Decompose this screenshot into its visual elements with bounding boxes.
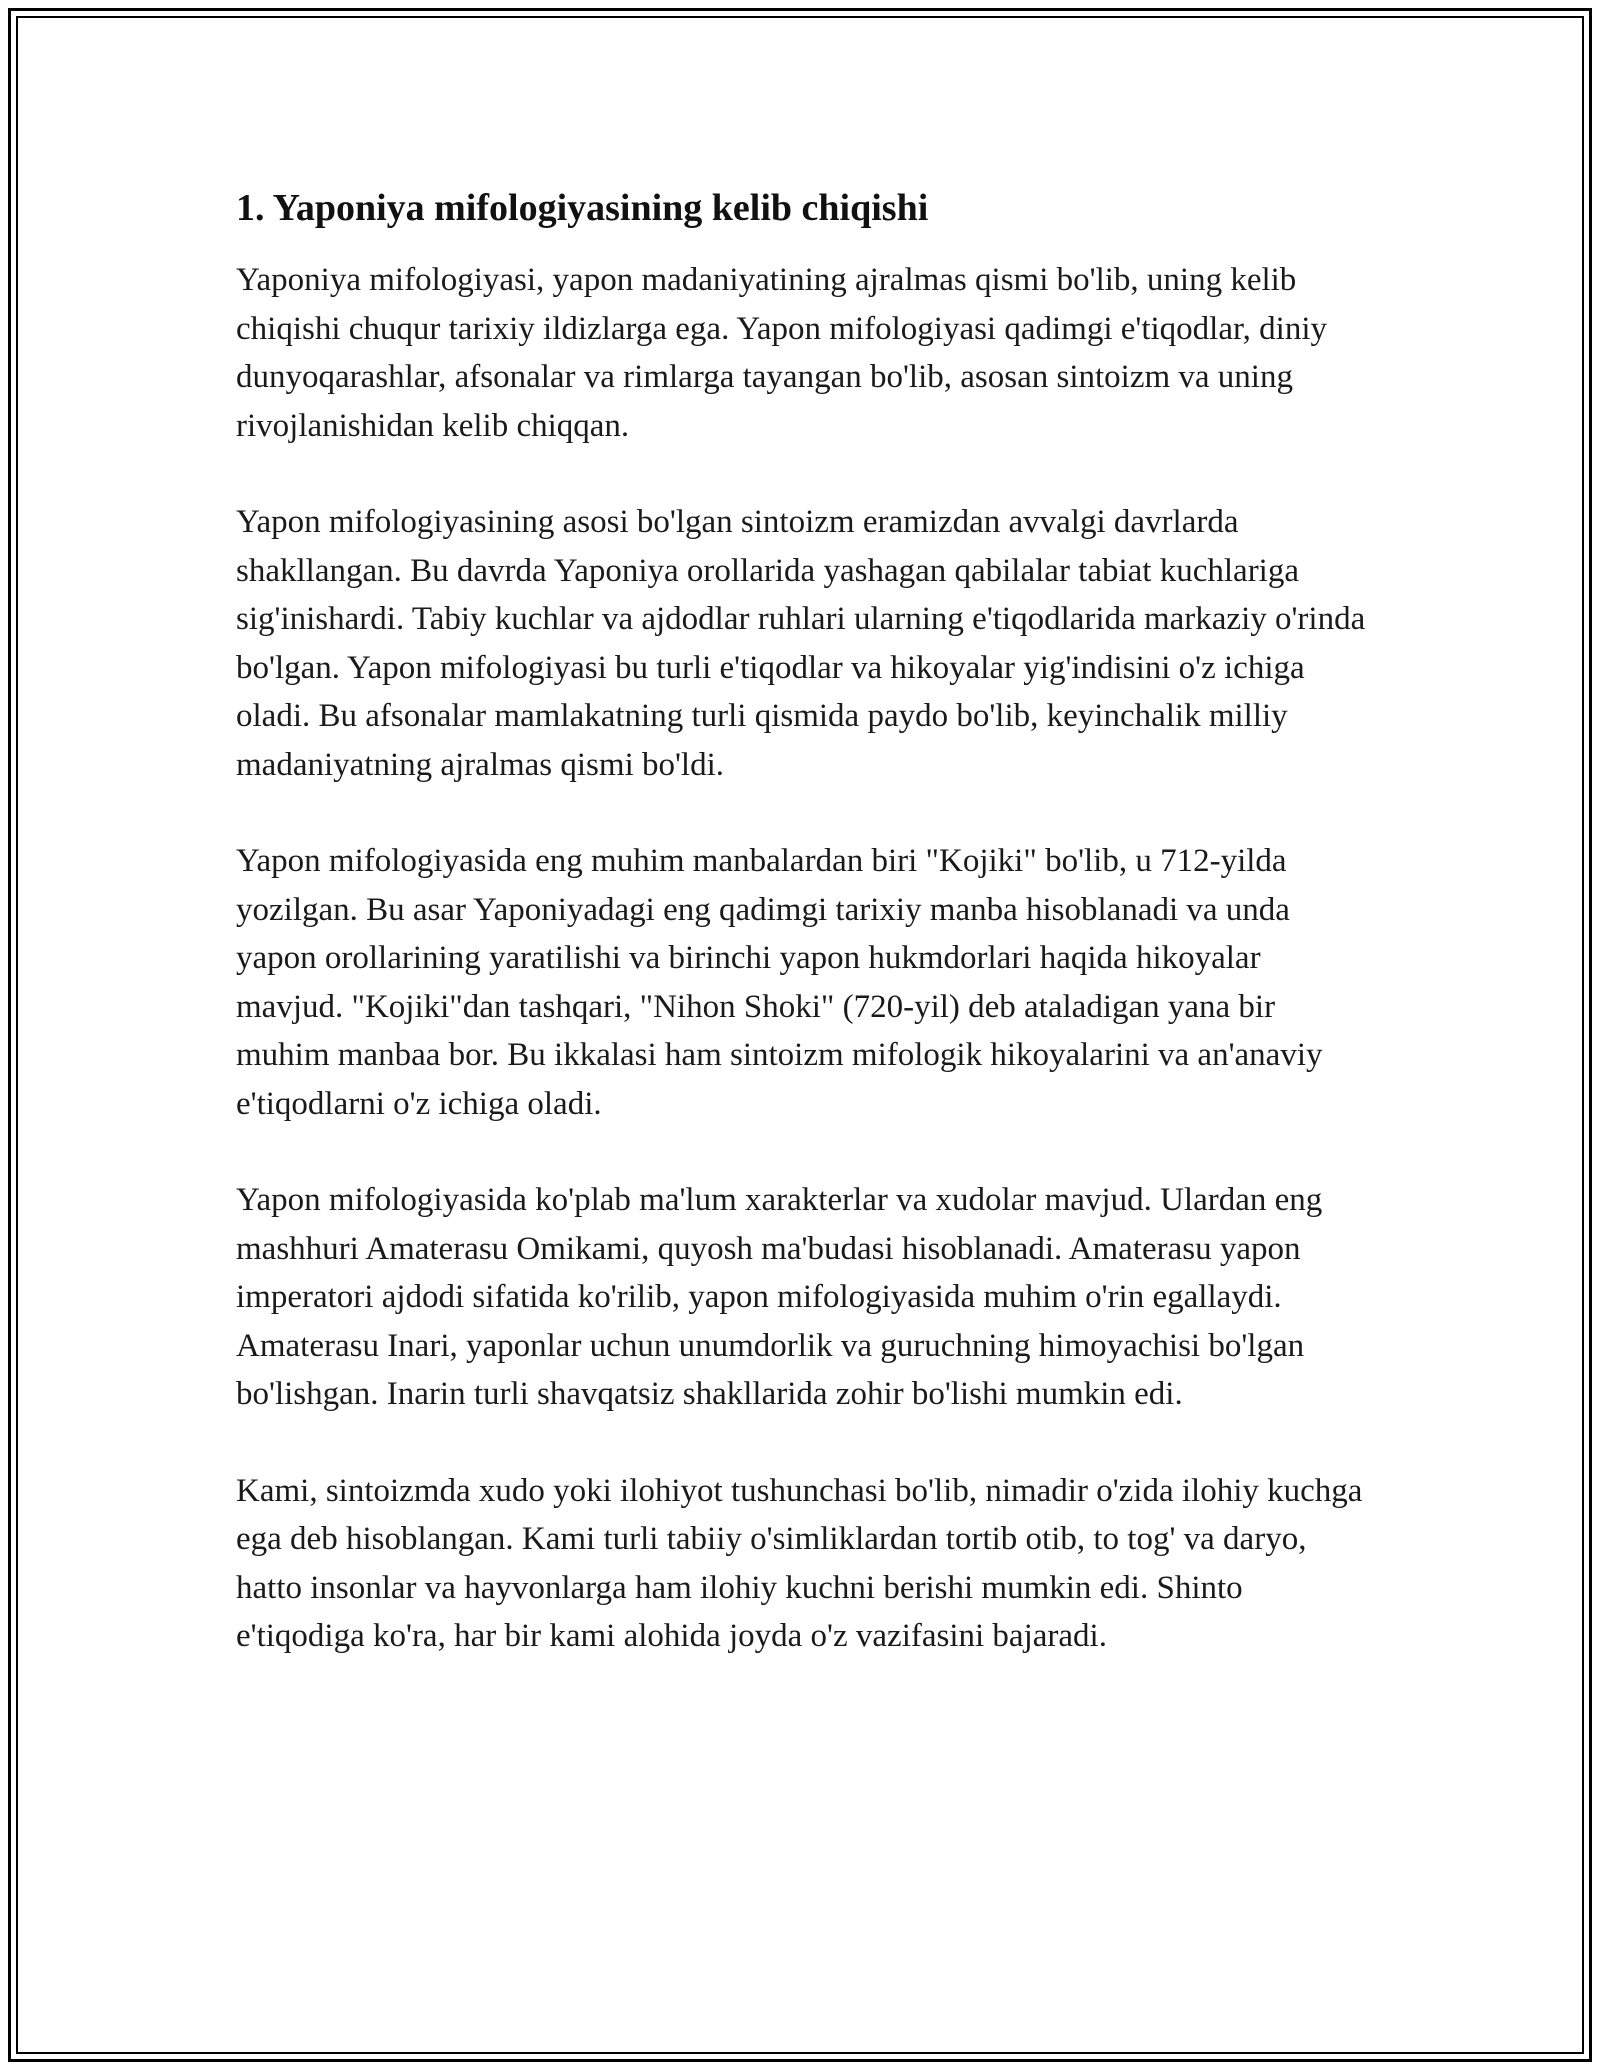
section-heading: 1. Yaponiya mifologiyasining kelib chiqishi bbox=[236, 187, 929, 229]
paragraph-shintoism: Yapon mifologiyasining asosi bo'lgan sintoizm eramizdan avvalgi davrlarda shakllangan. Bu davrda Yaponiya orollarida yashagan qabilalar tabiat kuchlariga sig'inishardi. Tabiy kuchlar va ajdodlar ruhlari ularning e'tiqodlarida markaziy o'rinda bo'lgan. Yapon mifologiyasi bu turli e'tiqodlar va hikoyalar yig'indisini o'z ichiga oladi. Bu afsonalar mamlakatning turli qismida paydo bo'lib, keyinchalik milliy madaniyatning ajralmas qismi bo'ldi. bbox=[236, 504, 1366, 783]
paragraph-origins: Yaponiya mifologiyasi, yapon madaniyatining ajralmas qismi bo'lib, uning kelib chiqishi chuqur tarixiy ildizlarga ega. Yapon mifologiyasi qadimgi e'tiqodlar, diniy dunyoqarashlar, afsonalar va rimlarga tayangan bo'lib, asosan sintoizm va uning rivojlanishidan kelib chiqqan. bbox=[236, 262, 1327, 444]
paragraph-kami: Kami, sintoizmda xudo yoki ilohiyot tushunchasi bo'lib, nimadir o'zida ilohiy kuchga ega deb hisoblangan. Kami turli tabiiy o'simliklardan tortib otib, to tog' va daryo, hatto insonlar va hayvonlarga ham ilohiy kuchni berishi mumkin edi. Shinto e'tiqodiga ko'ra, har bir kami alohida joyda o'z vazifasini bajaradi. bbox=[236, 1472, 1363, 1654]
paragraph-deities: Yapon mifologiyasida ko'plab ma'lum xarakterlar va xudolar mavjud. Ulardan eng mashhuri Amaterasu Omikami, quyosh ma'budasi hisoblanadi. Amaterasu yapon imperatori ajdodi sifatida ko'rilib, yapon mifologiyasida muhim o'rin egallaydi. Amaterasu Inari, yaponlar uchun unumdorlik va guruchning himoyachisi bo'lgan bo'lishgan. Inarin turli shavqatsiz shakllarida zohir bo'lishi mumkin edi. bbox=[236, 1182, 1323, 1412]
paragraph-sources: Yapon mifologiyasida eng muhim manbalardan biri "Kojiki" bo'lib, u 712-yilda yozilgan. Bu asar Yaponiyadagi eng qadimgi tarixiy manba hisoblanadi va unda yapon orollarining yaratilishi va birinchi yapon hukmdorlari haqida hikoyalar mavjud. "Kojiki"dan tashqari, "Nihon Shoki" (720-yil) deb ataladigan yana bir muhim manbaa bor. Bu ikkalasi ham sintoizm mifologik hikoyalarini va an'anaviy e'tiqodlarni o'z ichiga oladi. bbox=[236, 843, 1323, 1122]
document-body bbox=[236, 184, 1376, 1709]
